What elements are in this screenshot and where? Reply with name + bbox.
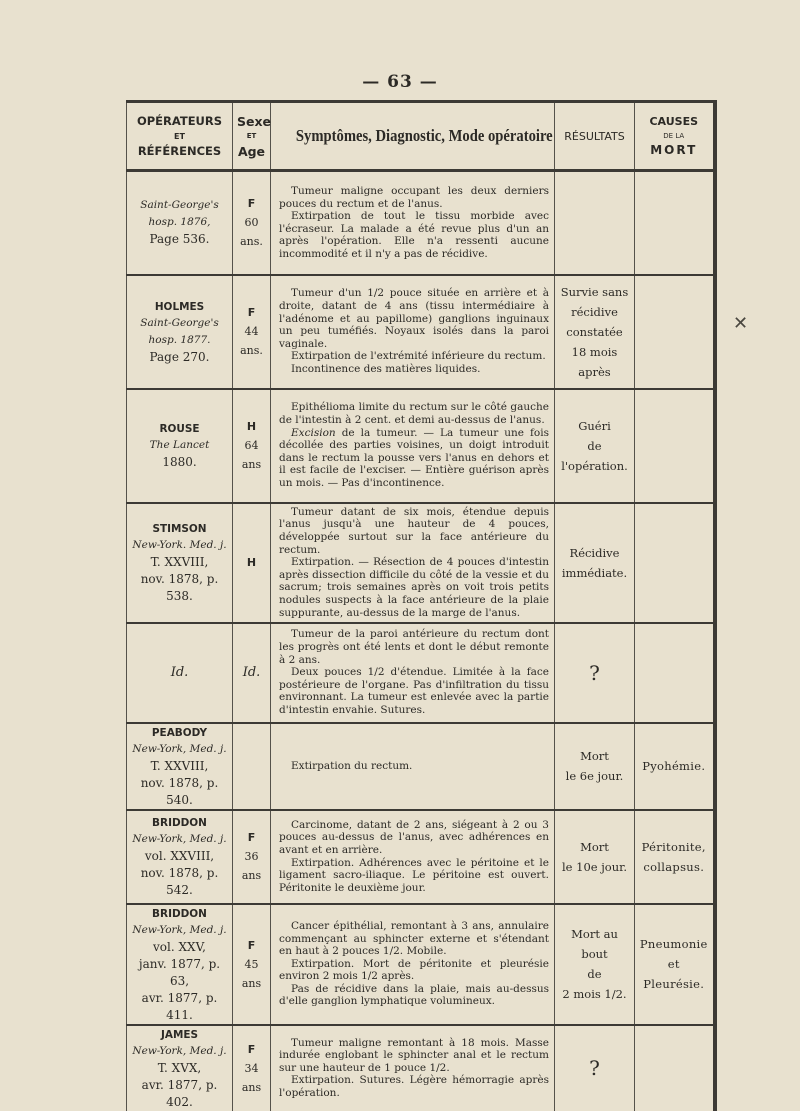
sex-age-cell: H	[233, 503, 271, 623]
sex-age-cell: F 36 ans	[233, 810, 271, 904]
header-symptomes: Symptômes, Diagnostic, Mode opératoire	[271, 102, 555, 171]
page-number: — 63 —	[362, 72, 438, 92]
table-row	[127, 503, 715, 623]
operator-cell: PEABODY New-York, Med. j. T. XXVIII, nov. 1878, p. 540.	[127, 723, 233, 810]
result-cell	[555, 171, 635, 275]
symptoms-cell: Tumeur maligne occupant les deux derniers pouces du rectum et de l'anus. Extirpation de tout le tissu morbide avec l'écraseur. La malade a été revue plus d'un an après l'opération. Elle n'a ressenti aucune incommodité et il n'y a pas de récidive.	[271, 171, 555, 275]
symptoms-cell: Epithélioma limite du rectum sur le côté gauche de l'intestin à 2 cent. et demi au-dessus de l'anus. Excision de la tumeur. — La tumeur une fois décollée des parties voisines, un doigt introduit dans le rectum la pousse vers l'anus en dehors et il est facile de l'exciser. — Entière guérison après un mois. — Pas d'incontinence.	[271, 389, 555, 503]
cause-cell	[635, 503, 715, 623]
cause-cell	[635, 275, 715, 389]
symptoms-cell: Carcinome, datant de 2 ans, siégeant à 2 ou 3 pouces au-dessus de l'anus, avec adhérences en avant et en arrière. Extirpation. Adhérences avec le péritoine et le ligament sacro-iliaque. Le péritoine est ouvert. Péritonite le deuxième jour.	[271, 810, 555, 904]
result-cell: ?	[555, 1025, 635, 1111]
table-row	[127, 723, 715, 810]
symptoms-cell: Tumeur de la paroi antérieure du rectum dont les progrès ont été lents et dont le début remonte à 2 ans. Deux pouces 1/2 d'étendue. Limitée à la face postérieure de l'organe. Pas d'infiltration du tissu environnant. La tumeur est enlevée avec la partie d'intestin envahie. Sutures.	[271, 623, 555, 723]
cause-cell: Péritonite, collapsus.	[635, 810, 715, 904]
sex-age-cell: H 64 ans	[233, 389, 271, 503]
header-resultats: RÉSULTATS	[555, 102, 635, 171]
margin-cross-mark: ✕	[733, 313, 749, 334]
operator-cell: ROUSE The Lancet 1880.	[127, 389, 233, 503]
result-cell: Mort le 10e jour.	[555, 810, 635, 904]
symptoms-cell: Tumeur maligne remontant à 18 mois. Masse indurée englobant le sphincter anal et le rectum sur une hauteur de 1 pouce 1/2. Extirpation. Sutures. Légère hémorragie après l'opération.	[271, 1025, 555, 1111]
operator-cell: HOLMES Saint-George's hosp. 1877. Page 270.	[127, 275, 233, 389]
symptoms-cell: Tumeur datant de six mois, étendue depuis l'anus jusqu'à une hauteur de 4 pouces, développée surtout sur la face antérieure du rectum. Extirpation. — Résection de 4 pouces d'intestin après dissection difficile du côté de la vessie et du sacrum; trois semaines après on voit trois petits nodules suspects à la face antérieure de la plaie suppurante, au-dessus de la marge de l'anus.	[271, 503, 555, 623]
result-cell: ?	[555, 623, 635, 723]
operator-cell: Saint-George's hosp. 1876, Page 536.	[127, 171, 233, 275]
cause-cell	[635, 171, 715, 275]
sex-age-cell: F 45 ans	[233, 904, 271, 1025]
sex-age-cell: Id.	[233, 623, 271, 723]
symptoms-cell: Cancer épithélial, remontant à 3 ans, annulaire commençant au sphincter externe et s'étendant en haut à 2 pouces 1/2. Mobile. Extirpation. Mort de péritonite et pleurésie environ 2 mois 1/2 après. Pas de récidive dans la plaie, mais au-dessus d'elle ganglion lymphatique volumineux.	[271, 904, 555, 1025]
header-sexe: Sexe ET Age	[233, 102, 271, 171]
result-cell: Récidive immédiate.	[555, 503, 635, 623]
result-cell: Mort au bout de 2 mois 1/2.	[555, 904, 635, 1025]
cause-cell	[635, 623, 715, 723]
sex-age-cell	[233, 723, 271, 810]
cause-cell: Pneumonie et Pleurésie.	[635, 904, 715, 1025]
operator-cell: BRIDDON New-York, Med. j. vol. XXVIII, nov. 1878, p. 542.	[127, 810, 233, 904]
sex-age-cell: F 34 ans	[233, 1025, 271, 1111]
result-cell: Survie sans récidive constatée 18 mois après	[555, 275, 635, 389]
table-row	[127, 810, 715, 904]
operator-cell: BRIDDON New-York, Med. j. vol. XXV, janv. 1877, p. 63, avr. 1877, p. 411.	[127, 904, 233, 1025]
header-causes: CAUSES DE LA MORT	[635, 102, 715, 171]
result-cell: Guéri de l'opération.	[555, 389, 635, 503]
operator-cell: JAMES New-York, Med. j. T. XVX, avr. 1877, p. 402.	[127, 1025, 233, 1111]
symptoms-cell: Tumeur d'un 1/2 pouce située en arrière et à droite, datant de 4 ans (tissu intermédiaire à l'adénome et au papillome) ganglions inguinaux un peu tuméfiés. Noyaux isolés dans la paroi vaginale. Extirpation de l'extrémité inférieure du rectum. Incontinence des matières liquides.	[271, 275, 555, 389]
operator-cell: Id.	[127, 623, 233, 723]
symptoms-cell: Extirpation du rectum.	[271, 723, 555, 810]
table-row	[127, 389, 715, 503]
cause-cell	[635, 1025, 715, 1111]
surgery-table	[126, 100, 717, 1111]
table-row	[127, 904, 715, 1025]
sex-age-cell: F 44 ans.	[233, 275, 271, 389]
operator-cell: STIMSON New-York. Med. j. T. XXVIII, nov. 1878, p. 538.	[127, 503, 233, 623]
table-row	[127, 275, 715, 389]
header-operateurs: OPÉRATEURS ET RÉFÉRENCES	[127, 102, 233, 171]
table-row	[127, 171, 715, 275]
cause-cell: Pyohémie.	[635, 723, 715, 810]
header-row	[127, 102, 715, 171]
result-cell: Mort le 6e jour.	[555, 723, 635, 810]
table-row	[127, 1025, 715, 1111]
sex-age-cell: F 60 ans.	[233, 171, 271, 275]
cause-cell	[635, 389, 715, 503]
table-row	[127, 623, 715, 723]
